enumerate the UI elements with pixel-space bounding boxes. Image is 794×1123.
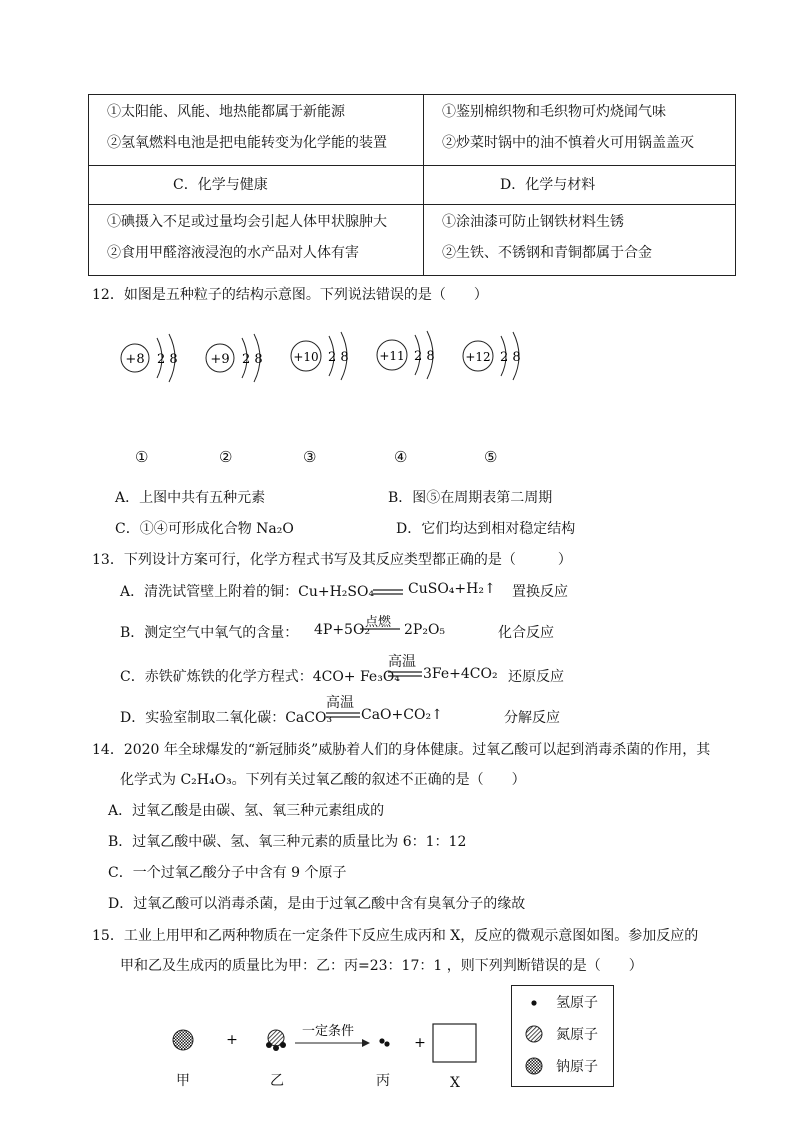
particle-nucleus: +9 — [210, 352, 230, 367]
reaction-condition: 一定条件 — [301, 1024, 355, 1039]
table-line: ②氢氧燃料电池是把电能转变为化学能的装置 — [107, 135, 387, 151]
particle-shells: 2 8 — [242, 352, 263, 367]
legend-icons — [524, 992, 548, 1082]
q13-a-type: 置换反应 — [512, 584, 568, 600]
table-cell-c — [89, 205, 424, 276]
q13-option-c: C．赤铁矿炼铁的化学方程式：4CO+ Fe₃O₄ — [120, 669, 400, 685]
particle-shells: 2 8 — [414, 349, 435, 364]
q12-option-a: A．上图中共有五种元素 — [115, 490, 266, 506]
q13-d-type: 分解反应 — [504, 710, 560, 726]
reaction-micro-diagram — [160, 1015, 500, 1095]
table-line: ①鉴别棉织物和毛织物可灼烧闻气味 — [442, 104, 666, 120]
particle-label-4: ④ — [394, 448, 408, 466]
sodium-atom-icon — [173, 1030, 193, 1050]
table-header-d — [424, 166, 736, 205]
particle-label-5: ⑤ — [484, 448, 498, 466]
legend-nitrogen: 氮原子 — [556, 1027, 598, 1043]
label-bing: 丙 — [376, 1073, 390, 1089]
reaction-double-bar — [326, 711, 360, 719]
table-line: ②生铁、不锈钢和青铜都属于合金 — [442, 245, 652, 261]
q13-c-type: 还原反应 — [508, 669, 564, 685]
question-13-stem: 13．下列设计方案可行，化学方程式书写及其反应类型都正确的是（ ） — [92, 552, 572, 568]
table-line: ②食用甲醛溶液浸泡的水产品对人体有害 — [107, 245, 359, 261]
particle-4-diagram — [377, 331, 435, 379]
nitrogen-atom-icon — [526, 1026, 542, 1042]
reaction-bar — [360, 628, 400, 632]
table-cell-b — [424, 95, 736, 166]
q12-option-c: C．①④可形成化合物 Na₂O — [115, 521, 294, 537]
q12-option-d: D．它们均达到相对稳定结构 — [396, 521, 576, 537]
q12-option-b: B．图⑤在周期表第二周期 — [388, 490, 553, 506]
label-jia: 甲 — [176, 1073, 190, 1089]
label-x: X — [450, 1075, 460, 1091]
q14-option-c: C．一个过氧乙酸分子中含有 9 个原子 — [108, 865, 347, 881]
label-yi: 乙 — [270, 1073, 284, 1089]
q14-option-b: B．过氧乙酸中碳、氢、氧三种元素的质量比为 6：1：12 — [108, 834, 467, 850]
q13-b-condition: 点燃 — [365, 615, 392, 630]
header-d-text: D．化学与材料 — [500, 177, 596, 193]
particle-nucleus: +10 — [293, 350, 319, 364]
q14-option-a: A．过氧乙酸是由碳、氢、氧三种元素组成的 — [108, 803, 385, 819]
q13-b-type: 化合反应 — [498, 625, 554, 641]
q13-d-product: CaO+CO₂↑ — [361, 707, 443, 723]
table-line: ①太阳能、风能、地热能都属于新能源 — [107, 104, 345, 120]
q13-c-product: 3Fe+4CO₂ — [423, 666, 498, 682]
knowledge-table — [88, 94, 736, 276]
q13-a-product: CuSO₄+H₂↑ — [408, 581, 496, 597]
particle-2-diagram — [206, 334, 263, 382]
table-cell-d — [424, 205, 736, 276]
particle-shells: 2 8 — [500, 350, 521, 365]
table-header-c — [89, 166, 424, 205]
q13-b-reactants: 4P+5O₂ — [314, 622, 371, 638]
unknown-x-box — [433, 1024, 476, 1062]
particle-1-diagram — [121, 334, 178, 382]
particle-shells: 2 8 — [157, 352, 178, 367]
q14-option-d: D．过氧乙酸可以消毒杀菌，是由于过氧乙酸中含有臭氧分子的缘故 — [108, 896, 526, 912]
question-15-stem-line1: 15．工业上用甲和乙两种物质在一定条件下反应生成丙和 X，反应的微观示意图如图。参加反应的 — [92, 928, 699, 944]
particle-shells: 2 8 — [328, 350, 349, 365]
hydrogen-atom-icon — [531, 1000, 536, 1005]
plus-sign: + — [226, 1032, 238, 1048]
plus-sign: + — [414, 1035, 426, 1051]
table-line: ①涂油漆可防止钢铁材料生锈 — [442, 214, 624, 230]
particle-3-diagram — [291, 332, 349, 380]
question-12-stem: 12．如图是五种粒子的结构示意图。下列说法错误的是（ ） — [92, 287, 488, 303]
equals-sign — [373, 588, 403, 596]
particle-nucleus: +11 — [379, 349, 405, 363]
table-line: ②炒菜时锅中的油不慎着火可用锅盖盖灭 — [442, 135, 694, 151]
question-14-stem-line2: 化学式为 C₂H₄O₃。下列有关过氧乙酸的叙述不正确的是（ ） — [120, 772, 526, 788]
q13-d-condition: 高温 — [326, 695, 354, 711]
header-c-text: C．化学与健康 — [173, 177, 268, 193]
q13-c-condition: 高温 — [388, 654, 416, 670]
particle-label-3: ③ — [303, 448, 317, 466]
particle-label-2: ② — [219, 448, 233, 466]
table-line: ①碘摄入不足或过量均会引起人体甲状腺肿大 — [107, 214, 387, 230]
particle-nucleus: +12 — [465, 350, 491, 364]
legend-sodium: 钠原子 — [556, 1059, 598, 1075]
question-15-stem-line2: 甲和乙及生成丙的质量比为甲：乙：丙=23：17：1 ，则下列判断错误的是（ ） — [120, 958, 643, 974]
q13-option-d: D．实验室制取二氧化碳：CaCO₃ — [120, 710, 333, 726]
q13-option-b: B．测定空气中氧气的含量： — [120, 625, 299, 641]
ammonia-molecule-icon — [266, 1030, 286, 1051]
table-cell-a — [89, 95, 424, 166]
q13-b-product: 2P₂O₅ — [404, 622, 446, 638]
sodium-atom-icon — [526, 1058, 542, 1074]
particle-nucleus: +8 — [125, 352, 145, 367]
reaction-double-bar — [388, 670, 422, 678]
arrow-icon — [362, 1039, 370, 1047]
q13-option-a: A．清洗试管壁上附着的铜：Cu+H₂SO₄ — [120, 584, 375, 600]
particle-5-diagram — [463, 332, 521, 380]
atom-legend — [511, 985, 614, 1087]
particle-label-1: ① — [135, 448, 149, 466]
atomic-structure-diagrams — [110, 330, 550, 390]
question-14-stem-line1: 14．2020 年全球爆发的“新冠肺炎”威胁着人们的身体健康。过氧乙酸可以起到消毒杀菌的作用，其 — [92, 742, 711, 758]
hydrogen-molecule-icon — [379, 1038, 389, 1046]
legend-hydrogen: 氢原子 — [556, 995, 598, 1011]
